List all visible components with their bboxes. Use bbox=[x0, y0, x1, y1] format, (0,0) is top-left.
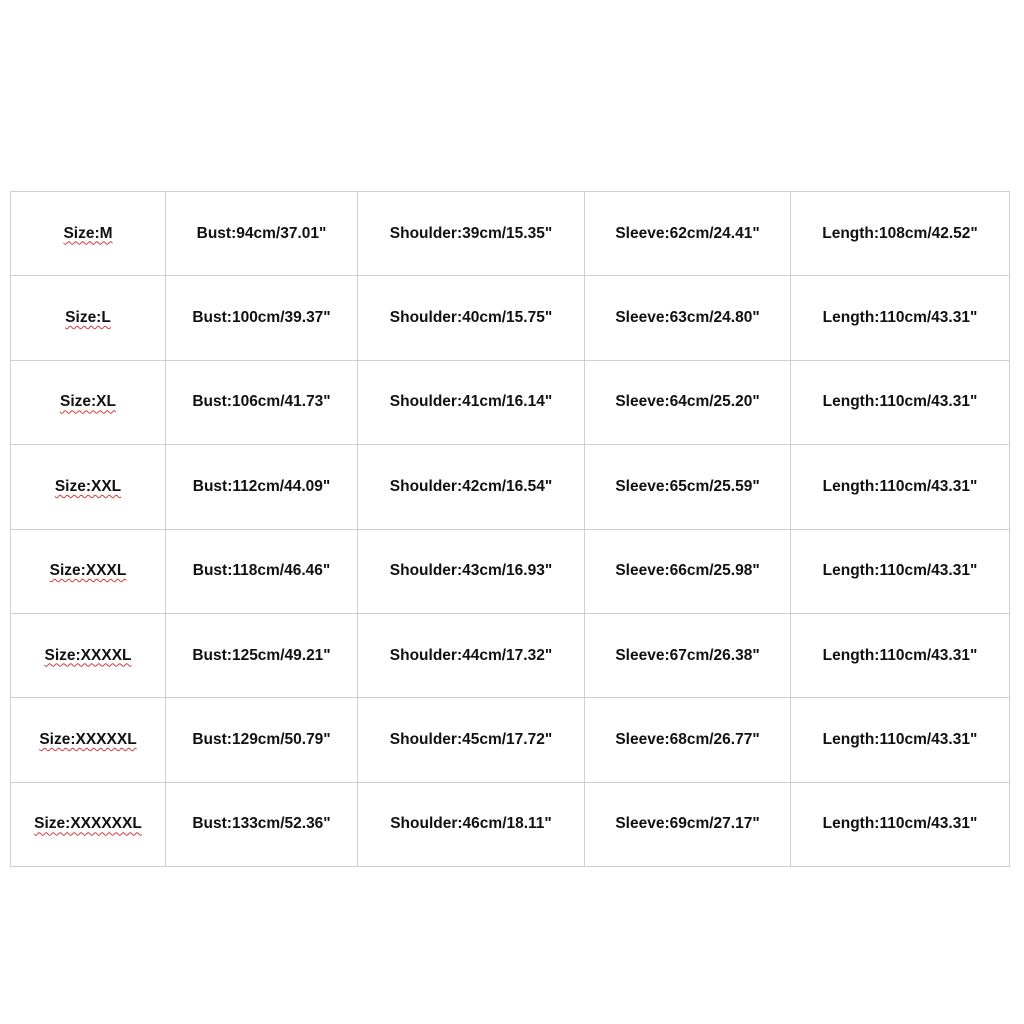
shoulder-cell: Shoulder:43cm/16.93" bbox=[358, 529, 585, 613]
bust-cell: Bust:118cm/46.46" bbox=[166, 529, 358, 613]
sleeve-cell: Sleeve:62cm/24.41" bbox=[585, 192, 791, 276]
size-cell: Size:XXL bbox=[11, 445, 166, 529]
sleeve-cell: Sleeve:67cm/26.38" bbox=[585, 613, 791, 697]
table-row bbox=[11, 698, 1010, 782]
size-cell: Size:XXXXXXL bbox=[11, 782, 166, 866]
length-cell: Length:110cm/43.31" bbox=[791, 782, 1010, 866]
size-cell: Size:XXXXL bbox=[11, 613, 166, 697]
length-cell: Length:110cm/43.31" bbox=[791, 698, 1010, 782]
shoulder-cell: Shoulder:39cm/15.35" bbox=[358, 192, 585, 276]
sleeve-cell: Sleeve:65cm/25.59" bbox=[585, 445, 791, 529]
table-row bbox=[11, 445, 1010, 529]
bust-cell: Bust:112cm/44.09" bbox=[166, 445, 358, 529]
shoulder-cell: Shoulder:40cm/15.75" bbox=[358, 276, 585, 360]
length-cell: Length:110cm/43.31" bbox=[791, 360, 1010, 444]
shoulder-cell: Shoulder:45cm/17.72" bbox=[358, 698, 585, 782]
table-row bbox=[11, 613, 1010, 697]
bust-cell: Bust:133cm/52.36" bbox=[166, 782, 358, 866]
size-cell: Size:XXXL bbox=[11, 529, 166, 613]
sleeve-cell: Sleeve:69cm/27.17" bbox=[585, 782, 791, 866]
table-row bbox=[11, 276, 1010, 360]
shoulder-cell: Shoulder:42cm/16.54" bbox=[358, 445, 585, 529]
sleeve-cell: Sleeve:64cm/25.20" bbox=[585, 360, 791, 444]
bust-cell: Bust:106cm/41.73" bbox=[166, 360, 358, 444]
length-cell: Length:110cm/43.31" bbox=[791, 613, 1010, 697]
length-cell: Length:110cm/43.31" bbox=[791, 445, 1010, 529]
table-row bbox=[11, 192, 1010, 276]
table-row bbox=[11, 529, 1010, 613]
shoulder-cell: Shoulder:41cm/16.14" bbox=[358, 360, 585, 444]
size-cell: Size:M bbox=[11, 192, 166, 276]
length-cell: Length:110cm/43.31" bbox=[791, 529, 1010, 613]
sleeve-cell: Sleeve:68cm/26.77" bbox=[585, 698, 791, 782]
sleeve-cell: Sleeve:63cm/24.80" bbox=[585, 276, 791, 360]
sleeve-cell: Sleeve:66cm/25.98" bbox=[585, 529, 791, 613]
bust-cell: Bust:129cm/50.79" bbox=[166, 698, 358, 782]
length-cell: Length:108cm/42.52" bbox=[791, 192, 1010, 276]
bust-cell: Bust:125cm/49.21" bbox=[166, 613, 358, 697]
size-cell: Size:L bbox=[11, 276, 166, 360]
bust-cell: Bust:100cm/39.37" bbox=[166, 276, 358, 360]
size-chart-table bbox=[10, 191, 1010, 867]
bust-cell: Bust:94cm/37.01" bbox=[166, 192, 358, 276]
size-cell: Size:XXXXXL bbox=[11, 698, 166, 782]
table-row bbox=[11, 782, 1010, 866]
shoulder-cell: Shoulder:46cm/18.11" bbox=[358, 782, 585, 866]
shoulder-cell: Shoulder:44cm/17.32" bbox=[358, 613, 585, 697]
size-cell: Size:XL bbox=[11, 360, 166, 444]
length-cell: Length:110cm/43.31" bbox=[791, 276, 1010, 360]
table-row bbox=[11, 360, 1010, 444]
